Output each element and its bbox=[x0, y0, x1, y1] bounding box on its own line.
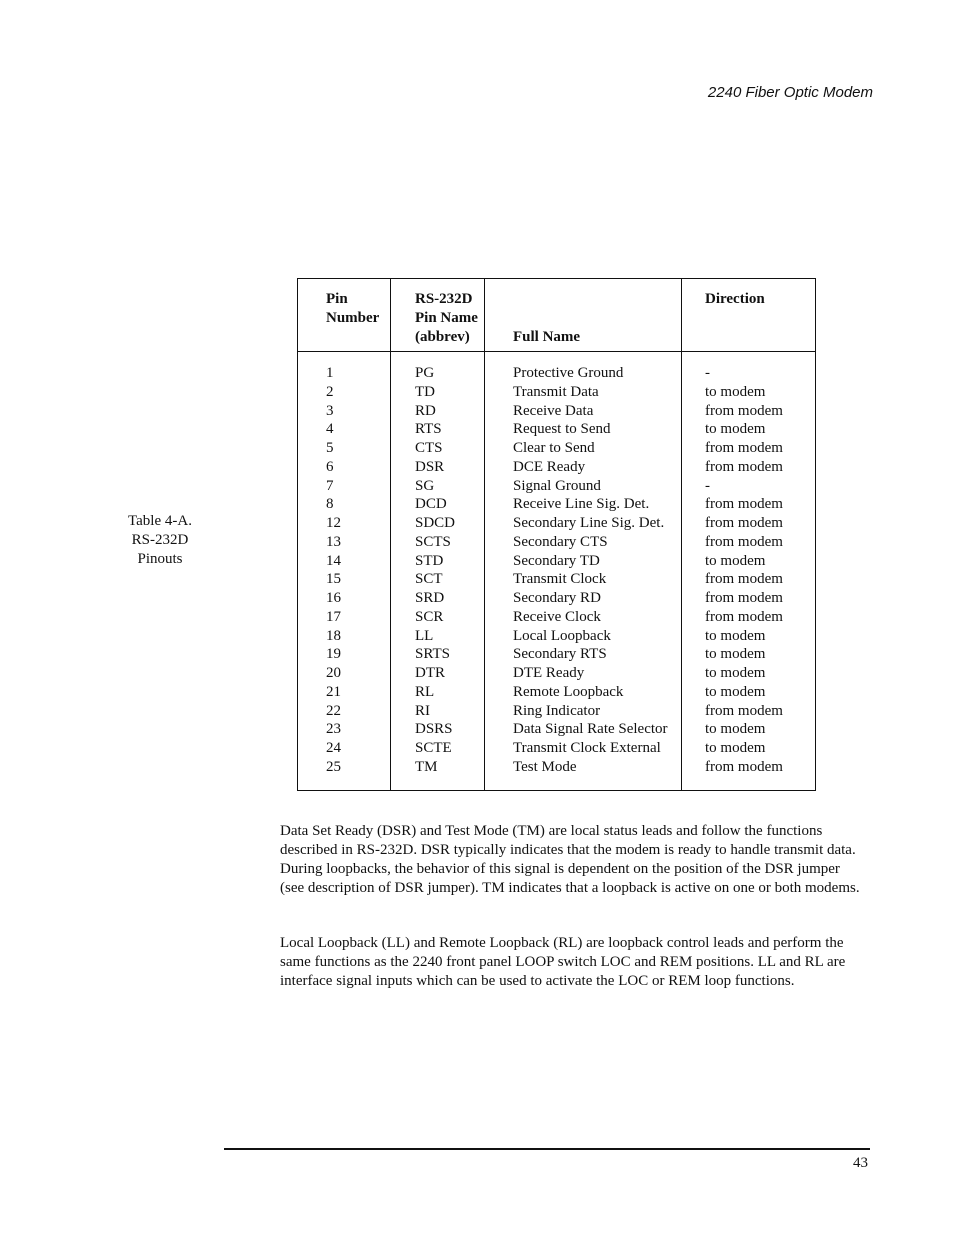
full-name-cell: Signal Ground bbox=[513, 477, 601, 494]
full-name-column bbox=[513, 364, 668, 777]
full-name-cell: Remote Loopback bbox=[513, 683, 624, 700]
footer-rule bbox=[224, 1148, 870, 1150]
direction-cell: to modem bbox=[705, 683, 766, 700]
table-column-divider bbox=[484, 278, 485, 791]
pin-number-cell: 16 bbox=[326, 590, 341, 606]
pin-number-cell: 12 bbox=[326, 515, 341, 531]
header-pin-name bbox=[415, 290, 478, 347]
header-line: RS-232D bbox=[415, 291, 473, 307]
direction-cell: from modem bbox=[705, 496, 783, 513]
direction-cell: from modem bbox=[705, 440, 783, 456]
pin-number-cell: 17 bbox=[326, 608, 341, 625]
pin-number-cell: 25 bbox=[326, 758, 341, 775]
direction-cell: from modem bbox=[705, 571, 783, 588]
full-name-cell: Request to Send bbox=[513, 421, 611, 438]
full-name-cell: DTE Ready bbox=[513, 665, 585, 681]
pin-number-cell: 7 bbox=[326, 477, 334, 494]
pin-number-cell: 5 bbox=[326, 440, 334, 456]
full-name-cell: Receive Clock bbox=[513, 608, 601, 625]
page-number: 43 bbox=[853, 1155, 868, 1171]
pinout-table bbox=[297, 278, 816, 791]
caption-line: Pinouts bbox=[137, 551, 183, 567]
direction-cell: from modem bbox=[705, 590, 783, 606]
pin-abbrev-cell: PG bbox=[415, 365, 435, 381]
pin-number-cell: 21 bbox=[326, 683, 341, 700]
table-column-divider bbox=[681, 278, 682, 791]
pin-abbrev-cell: RTS bbox=[415, 421, 442, 438]
pin-number-cell: 22 bbox=[326, 702, 341, 719]
pin-number-cell: 19 bbox=[326, 646, 341, 663]
full-name-cell: Secondary TD bbox=[513, 552, 600, 569]
direction-cell: to modem bbox=[705, 627, 766, 644]
pin-abbrev-cell: DSRS bbox=[415, 721, 453, 738]
pin-number-cell: 14 bbox=[326, 552, 341, 569]
header-full-name bbox=[513, 328, 580, 347]
pin-number-cell: 18 bbox=[326, 627, 341, 644]
pin-abbrev-cell: SCT bbox=[415, 571, 443, 588]
full-name-cell: Secondary CTS bbox=[513, 533, 608, 550]
pin-abbrev-cell: TD bbox=[415, 383, 435, 400]
full-name-cell: Secondary RD bbox=[513, 590, 601, 606]
pin-number-cell: 15 bbox=[326, 571, 341, 588]
direction-cell: - bbox=[705, 365, 710, 381]
pin-abbrev-cell: DCD bbox=[415, 496, 447, 513]
full-name-cell: Data Signal Rate Selector bbox=[513, 721, 668, 738]
pin-abbrev-cell: STD bbox=[415, 552, 444, 569]
pin-name-column bbox=[415, 364, 455, 777]
full-name-cell: Local Loopback bbox=[513, 627, 611, 644]
pin-number-cell: 2 bbox=[326, 383, 334, 400]
full-name-cell: DCE Ready bbox=[513, 458, 586, 475]
caption-line: RS-232D bbox=[131, 532, 189, 548]
pin-abbrev-cell: SRTS bbox=[415, 646, 450, 663]
full-name-cell: Transmit Clock External bbox=[513, 740, 661, 756]
header-line: Number bbox=[326, 310, 380, 326]
pin-number-cell: 1 bbox=[326, 365, 334, 381]
direction-cell: from modem bbox=[705, 758, 783, 775]
header-line: Direction bbox=[705, 291, 765, 307]
pin-number-cell: 24 bbox=[326, 740, 341, 756]
pin-number-cell: 4 bbox=[326, 421, 334, 438]
header-pin-number bbox=[326, 290, 379, 328]
full-name-cell: Transmit Clock bbox=[513, 571, 607, 588]
full-name-cell: Receive Data bbox=[513, 402, 594, 419]
pin-abbrev-cell: SDCD bbox=[415, 515, 456, 531]
pin-abbrev-cell: SRD bbox=[415, 590, 445, 606]
header-line: Pin bbox=[326, 291, 348, 307]
full-name-cell: Receive Line Sig. Det. bbox=[513, 496, 650, 513]
direction-cell: from modem bbox=[705, 402, 783, 419]
pin-abbrev-cell: SCTE bbox=[415, 740, 452, 756]
pin-abbrev-cell: DSR bbox=[415, 458, 445, 475]
full-name-cell: Clear to Send bbox=[513, 440, 595, 456]
direction-cell: - bbox=[705, 477, 710, 494]
direction-cell: from modem bbox=[705, 608, 783, 625]
pin-abbrev-cell: CTS bbox=[415, 440, 443, 456]
full-name-cell: Secondary RTS bbox=[513, 646, 607, 663]
pin-abbrev-cell: SCTS bbox=[415, 533, 451, 550]
pin-abbrev-cell: SG bbox=[415, 477, 435, 494]
caption-line: Table 4-A. bbox=[128, 513, 192, 529]
direction-column bbox=[705, 364, 783, 777]
pin-abbrev-cell: LL bbox=[415, 627, 434, 644]
full-name-cell: Protective Ground bbox=[513, 365, 624, 381]
pin-number-column bbox=[326, 364, 341, 777]
header-direction bbox=[705, 290, 765, 309]
paragraph-dsr-tm: Data Set Ready (DSR) and Test Mode (TM) are local status leads and follow the functions described in RS-232D. DSR typically indicates that the modem is ready to handle transmit data. During loopbacks, the behavior of this signal is dependent on the position of the DSR jumper (see description of DSR jumper). TM indicates that a loopback is active on one or both modems. bbox=[280, 823, 860, 896]
pin-number-cell: 13 bbox=[326, 533, 341, 550]
table-column-divider bbox=[390, 278, 391, 791]
header-line: Pin Name bbox=[415, 310, 478, 326]
pin-abbrev-cell: SCR bbox=[415, 608, 444, 625]
table-caption bbox=[110, 512, 210, 569]
direction-cell: to modem bbox=[705, 665, 766, 681]
full-name-cell: Ring Indicator bbox=[513, 702, 601, 719]
direction-cell: from modem bbox=[705, 533, 783, 550]
direction-cell: to modem bbox=[705, 646, 766, 663]
pin-abbrev-cell: RD bbox=[415, 402, 436, 419]
running-header: 2240 Fiber Optic Modem bbox=[707, 84, 873, 101]
pin-abbrev-cell: DTR bbox=[415, 665, 445, 681]
direction-cell: from modem bbox=[705, 458, 783, 475]
header-line: Full Name bbox=[513, 329, 581, 345]
full-name-cell: Transmit Data bbox=[513, 383, 599, 400]
direction-cell: to modem bbox=[705, 383, 766, 400]
direction-cell: from modem bbox=[705, 515, 783, 531]
direction-cell: to modem bbox=[705, 552, 766, 569]
direction-cell: to modem bbox=[705, 421, 766, 438]
pin-number-cell: 20 bbox=[326, 665, 341, 681]
pin-abbrev-cell: TM bbox=[415, 758, 438, 775]
direction-cell: to modem bbox=[705, 740, 766, 756]
table-header-rule bbox=[298, 351, 815, 352]
full-name-cell: Secondary Line Sig. Det. bbox=[513, 515, 665, 531]
paragraph-ll-rl: Local Loopback (LL) and Remote Loopback (RL) are loopback control leads and perform the same functions as the 2240 front panel LOOP switch LOC and REM positions. LL and RL are interface signal inputs which can be used to activate the LOC or REM loop functions. bbox=[280, 935, 846, 989]
full-name-cell: Test Mode bbox=[513, 758, 577, 775]
pin-abbrev-cell: RL bbox=[415, 683, 435, 700]
direction-cell: to modem bbox=[705, 721, 766, 738]
pin-number-cell: 6 bbox=[326, 458, 334, 475]
direction-cell: from modem bbox=[705, 702, 783, 719]
header-line: (abbrev) bbox=[415, 329, 470, 345]
pin-abbrev-cell: RI bbox=[415, 702, 430, 719]
pin-number-cell: 23 bbox=[326, 721, 341, 738]
pin-number-cell: 8 bbox=[326, 496, 334, 513]
pin-number-cell: 3 bbox=[326, 402, 334, 419]
